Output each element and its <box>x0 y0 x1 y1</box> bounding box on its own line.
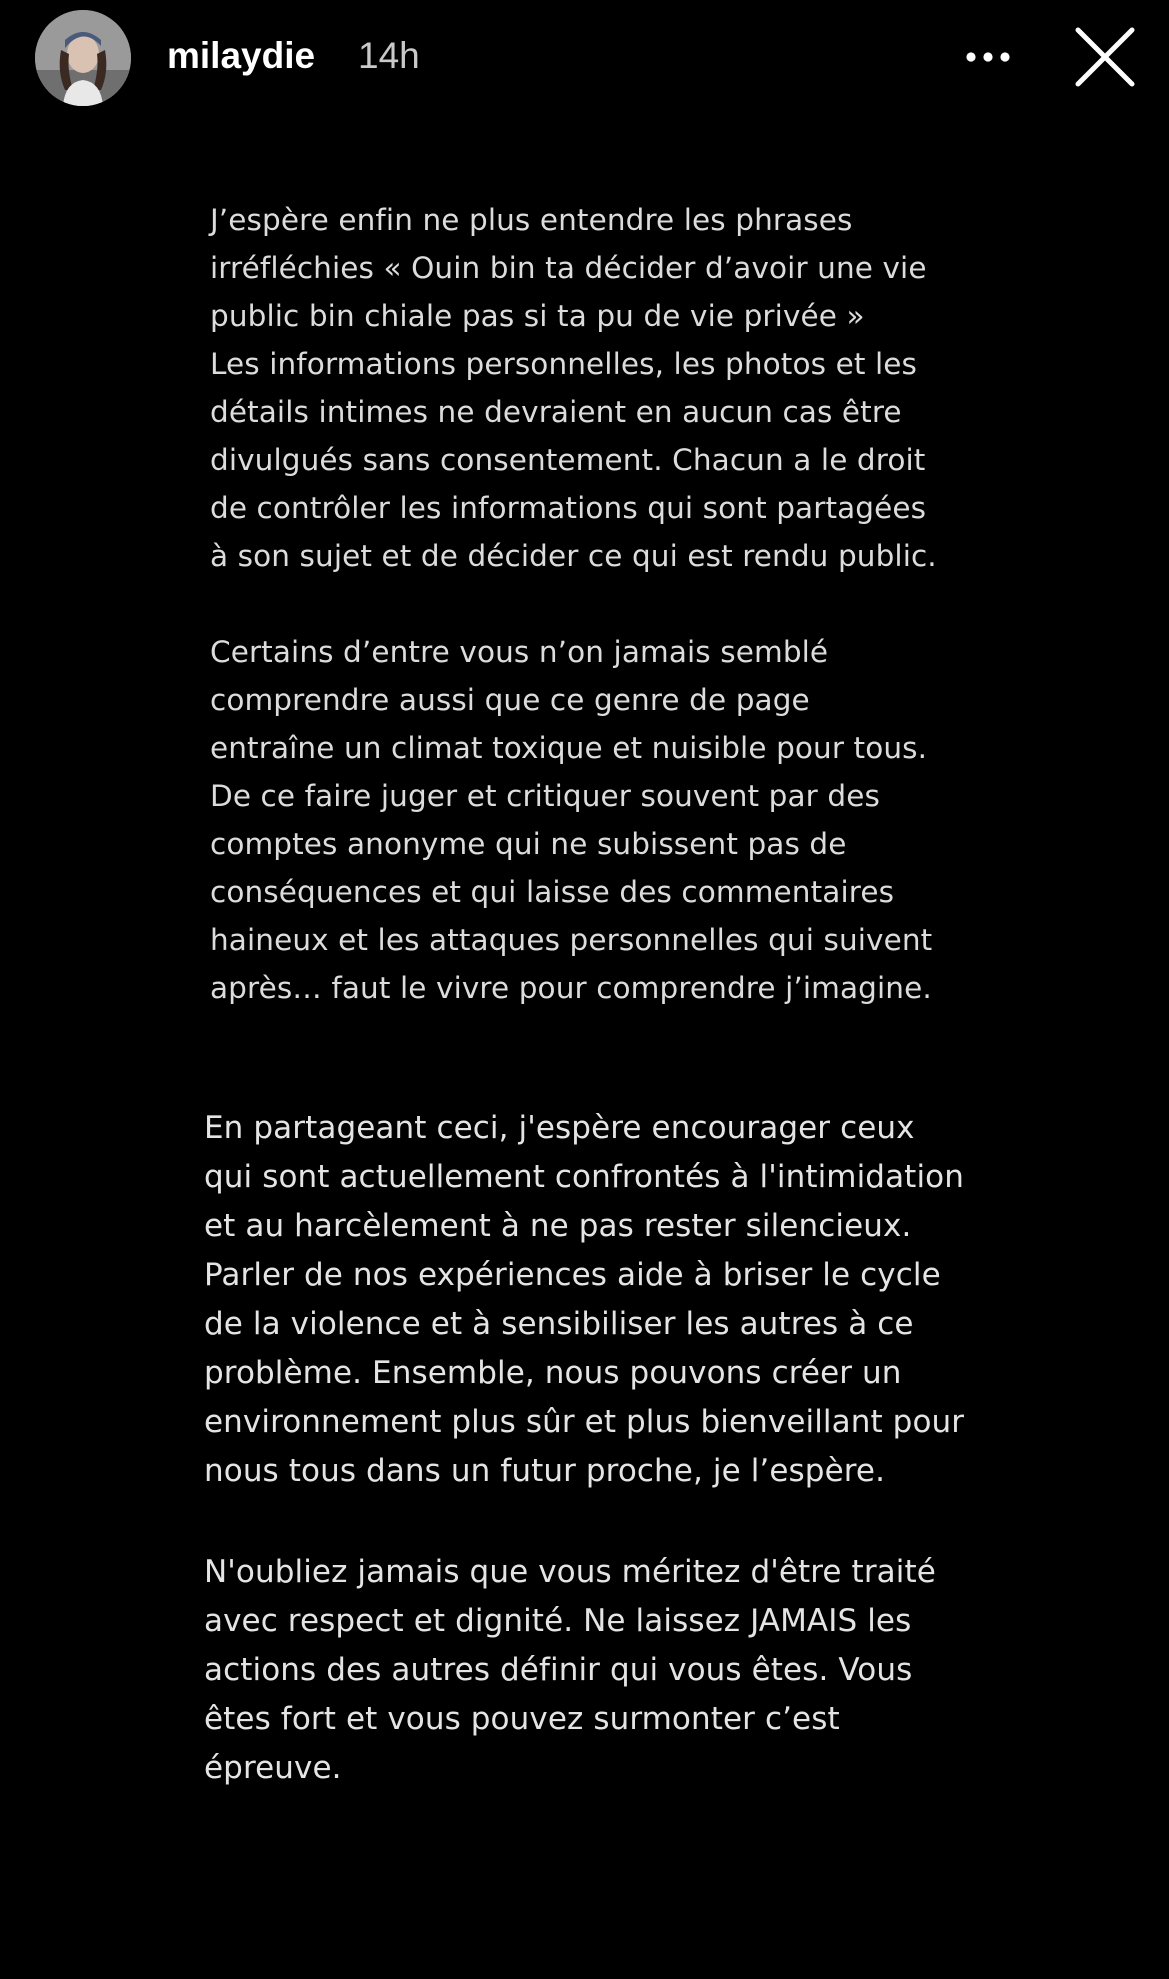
story-header <box>0 0 1169 120</box>
story-text-line: et au harcèlement à ne pas rester silencieux. <box>204 1208 912 1244</box>
story-text-line: irréfléchies « Ouin bin ta décider d’avoir une vie <box>210 251 927 285</box>
story-text-line: actions des autres définir qui vous êtes. Vous <box>204 1652 913 1688</box>
story-text-line: avec respect et dignité. Ne laissez JAMAIS les <box>204 1603 912 1639</box>
story-paragraph <box>204 1104 964 1496</box>
more-horizontal-icon <box>958 34 1018 78</box>
avatar-image <box>35 10 131 106</box>
avatar[interactable] <box>35 10 131 106</box>
story-text-line: problème. Ensemble, nous pouvons créer un <box>204 1355 902 1391</box>
story-text-line: êtes fort et vous pouvez surmonter c’est <box>204 1701 840 1737</box>
story-paragraph <box>210 628 932 1012</box>
close-button[interactable] <box>1072 24 1138 90</box>
story-text-line: entraîne un climat toxique et nuisible pour tous. <box>210 731 928 765</box>
story-text-line: N'oubliez jamais que vous méritez d'être traité <box>204 1554 936 1590</box>
story-text-line: conséquences et qui laisse des commentaires <box>210 875 895 909</box>
story-text-line: comprendre aussi que ce genre de page <box>210 683 810 717</box>
story-text-line: de la violence et à sensibiliser les autres à ce <box>204 1306 914 1342</box>
post-timestamp: 14h <box>358 35 420 76</box>
story-text-line: détails intimes ne devraient en aucun cas être <box>210 395 902 429</box>
story-text-line: En partageant ceci, j'espère encourager ceux <box>204 1110 915 1146</box>
story-text-line: après… faut le vivre pour comprendre j’imagine. <box>210 971 932 1005</box>
story-paragraph <box>210 196 937 580</box>
more-options-button[interactable] <box>958 34 1018 78</box>
story-text-line: haineux et les attaques personnelles qui suivent <box>210 923 933 957</box>
story-text-line: épreuve. <box>204 1750 342 1786</box>
story-text-line: Parler de nos expériences aide à briser le cycle <box>204 1257 941 1293</box>
story-text-line: public bin chiale pas si ta pu de vie privée » <box>210 299 865 333</box>
story-text-line: nous tous dans un futur proche, je l’espère. <box>204 1453 886 1489</box>
story-text-line: Les informations personnelles, les photos et les <box>210 347 917 381</box>
story-text-line: comptes anonyme qui ne subissent pas de <box>210 827 847 861</box>
story-text-line: environnement plus sûr et plus bienveillant pour <box>204 1404 965 1440</box>
story-text-line: Certains d’entre vous n’on jamais semblé <box>210 635 829 669</box>
story-text-line: à son sujet et de décider ce qui est rendu public. <box>210 539 937 573</box>
story-text-line: divulgués sans consentement. Chacun a le droit <box>210 443 926 477</box>
story-text-line: de contrôler les informations qui sont partagées <box>210 491 927 525</box>
story-text-line: J’espère enfin ne plus entendre les phrases <box>210 203 853 237</box>
story-paragraph <box>204 1548 936 1793</box>
story-text-line: De ce faire juger et critiquer souvent par des <box>210 779 880 813</box>
close-icon <box>1072 24 1138 90</box>
story-text-line: qui sont actuellement confrontés à l'intimidation <box>204 1159 964 1195</box>
username[interactable]: milaydie <box>167 35 316 76</box>
